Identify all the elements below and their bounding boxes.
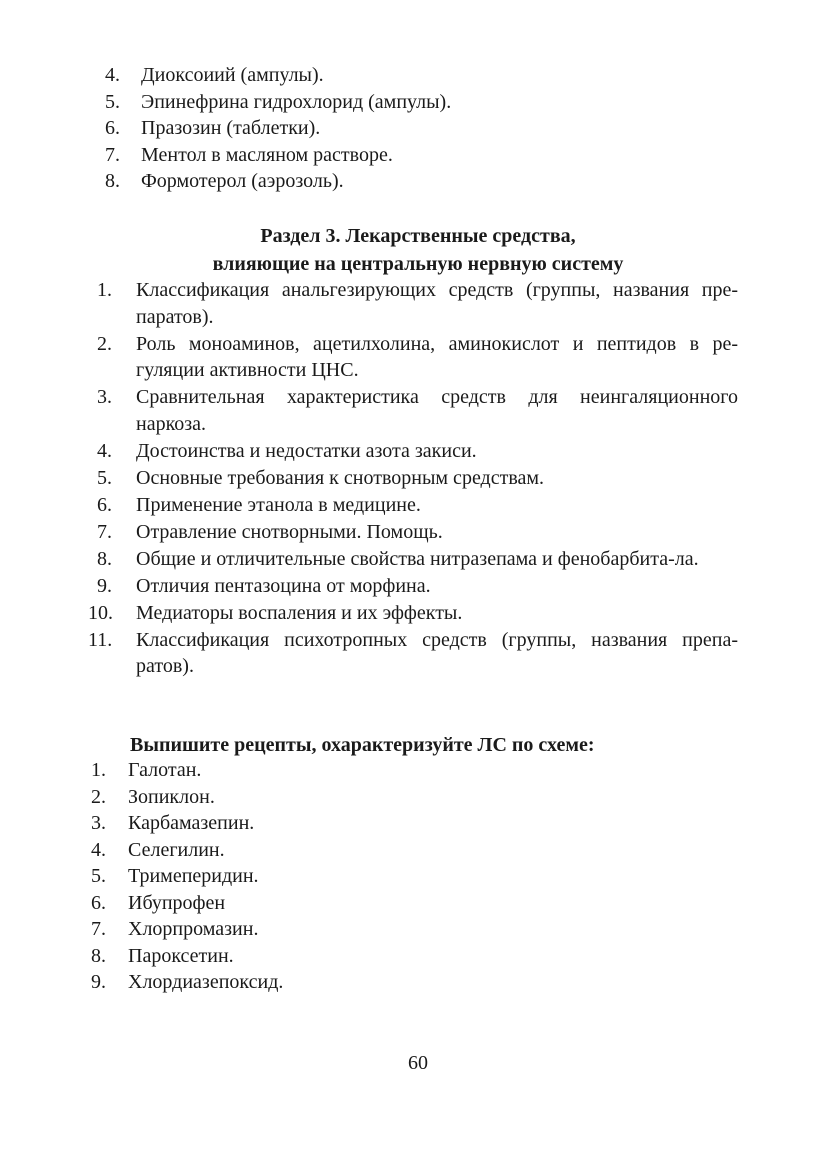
item-text: Сравнительная характеристика средств для неингаляционного наркоза. [136,386,738,435]
item-text: Празозин (таблетки). [141,117,321,139]
item-text: Диоксоиий (ампулы). [141,64,324,86]
item-text: Общие и отличительные свойства нитразепама и фенобарбита-ла. [136,547,699,570]
list-item [82,916,722,943]
item-text: Тримеперидин. [128,865,259,887]
item-number: 5. [105,90,120,113]
item-number: 2. [91,785,106,808]
list-item [96,62,736,89]
item-text: Селегилин. [128,838,225,861]
list-item [82,863,722,890]
section-question-list [88,277,738,680]
item-number: 6. [91,891,106,914]
item-text: Хлорпромазин. [128,918,259,940]
list-item [88,492,738,519]
item-number: 9. [91,971,106,993]
item-number: 4. [97,439,112,462]
list-item [82,837,722,864]
list-item [82,784,722,811]
item-text: Хлордиазепоксид. [128,971,284,993]
list-item [96,115,736,142]
list-item [88,600,738,627]
item-number: 4. [105,64,120,86]
section-subtitle: влияющие на центральную нервную систему [212,253,624,275]
list-item [88,573,738,600]
item-number: 1. [97,279,112,301]
recipes-list [82,757,722,996]
item-text: Эпинефрина гидрохлорид (ампулы). [141,90,452,113]
list-item [96,142,736,169]
list-item [82,943,722,970]
list-item [88,438,738,465]
item-text: Роль моноаминов, ацетилхолина, аминокислот и пептидов в ре-гуляции активности ЦНС. [136,332,738,381]
item-text: Ментол в масляном растворе. [141,143,393,166]
item-number: 8. [105,170,120,192]
item-text: Основные требования к снотворным средствам. [136,466,545,489]
list-item [82,757,722,784]
list-item [88,384,738,437]
section-title: Раздел 3. Лекарственные средства, [260,225,576,247]
item-text: Галотан. [128,759,202,781]
item-text: Карбамазепин. [128,812,255,834]
page-number: 60 [408,1052,428,1074]
item-text: Классификация анальгезирующих средств (группы, названия пре-паратов). [136,279,738,328]
item-number: 10. [88,601,113,624]
item-number: 3. [91,812,106,834]
list-item [88,465,738,492]
item-text: Формотерол (аэрозоль). [141,170,344,192]
item-number: 8. [97,547,112,570]
item-text: Применение этанола в медицине. [136,493,421,516]
list-item [82,969,722,996]
item-number: 7. [91,918,106,940]
item-number: 5. [97,466,112,489]
list-item [88,519,738,546]
item-text: Достоинства и недостатки азота закиси. [136,439,477,462]
item-text: Классификация психотропных средств (группы, названия препа-ратов). [136,628,738,677]
item-number: 4. [91,838,106,861]
list-item [88,627,738,680]
list-item [96,168,736,195]
item-number: 5. [91,865,106,887]
item-text: Пароксетин. [128,944,234,967]
item-number: 8. [91,944,106,967]
item-number: 3. [97,386,112,408]
item-text: Отравление снотворными. Помощь. [136,520,443,543]
item-text: Зопиклон. [128,785,215,808]
item-number: 11. [88,628,113,651]
item-number: 6. [97,493,112,516]
list-item [88,277,738,330]
recipes-heading: Выпишите рецепты, охарактеризуйте ЛС по схеме: [130,734,595,756]
top-list [96,62,736,195]
item-text: Отличия пентазоцина от морфина. [136,574,431,597]
item-number: 2. [97,332,112,355]
list-item [82,890,722,917]
item-number: 6. [105,117,120,139]
item-number: 9. [97,574,112,597]
item-number: 1. [91,759,106,781]
list-item [88,546,738,573]
item-number: 7. [97,520,112,543]
item-text: Ибупрофен [128,891,226,914]
item-text: Медиаторы воспаления и их эффекты. [136,601,463,624]
list-item [88,331,738,384]
list-item [82,810,722,837]
list-item [96,89,736,116]
item-number: 7. [105,143,120,166]
